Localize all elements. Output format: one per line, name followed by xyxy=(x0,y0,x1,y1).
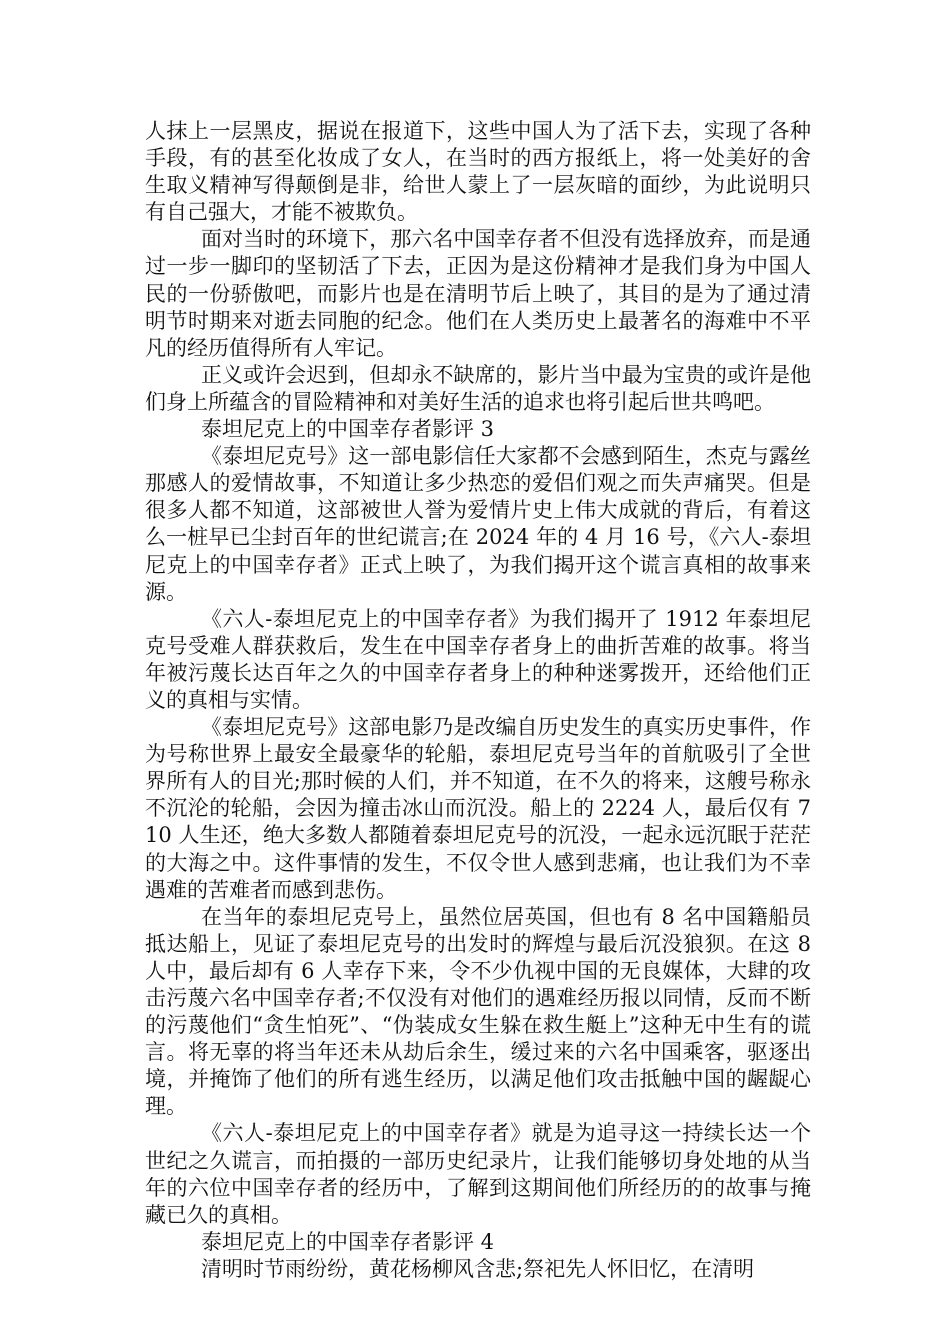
section-heading: 泰坦尼克上的中国幸存者影评 4 xyxy=(201,1229,495,1254)
document-page xyxy=(145,118,811,1283)
paragraph: 正义或许会迟到，但却永不缺席的，影片当中最为宝贵的或许是他们身上所蕴含的冒险精神和对美好生活的追求也将引起后世共鸣吧。 xyxy=(145,362,811,414)
paragraph: 《六人-泰坦尼克上的中国幸存者》就是为追寻这一持续长达一个世纪之久谎言，而拍摄的一部历史纪录片，让我们能够切身处地的从当年的六位中国幸存者的经历中，了解到这期间他们所经历的的故事与掩藏已久的真相。 xyxy=(145,1121,811,1227)
paragraph: 面对当时的环境下，那六名中国幸存者不但没有选择放弃，而是通过一步一脚印的坚韧活了下去，正因为是这份精神才是我们身为中国人民的一份骄傲吧，而影片也是在清明节后上映了，其目的是为了通过清明节时期来对逝去同胞的纪念。他们在人类历史上最著名的海难中不平凡的经历值得所有人牢记。 xyxy=(145,227,811,360)
paragraph: 清明时节雨纷纷，黄花杨柳风含悲;祭祀先人怀旧忆，在清明 xyxy=(201,1256,755,1281)
paragraph: 《泰坦尼克号》这部电影乃是改编自历史发生的真实历史事件，作为号称世界上最安全最豪华的轮船，泰坦尼克号当年的首航吸引了全世界所有人的目光;那时候的人们，并不知道，在不久的将来，这艘号称永不沉沦的轮船，会因为撞击冰山而沉没。船上的 2224 人，最后仅有 710 人生还，绝大多数人都随着泰坦尼克号的沉没，一起永远沉眠于茫茫的大海之中。这件事情的发生，不仅令世人感到悲痛，也让我们为不幸遇难的苦难者而感到悲伤。 xyxy=(145,715,811,902)
paragraph: 在当年的泰坦尼克号上，虽然位居英国，但也有 8 名中国籍船员抵达船上，见证了泰坦尼克号的出发时的辉煌与最后沉没狼狈。在这 8 人中，最后却有 6 人幸存下来，令不少仇视中国的无良媒体，大肆的攻击污蔑六名中国幸存者;不仅没有对他们的遇难经历报以同情，反而不断的污蔑他们“贪生怕死”、“伪装成女生躲在救生艇上”这种无中生有的谎言。将无辜的将当年还未从劫后余生，缓过来的六名中国乘客，驱逐出境，并掩饰了他们的所有逃生经历，以满足他们攻击抵触中国的龌龊心理。 xyxy=(145,904,811,1119)
paragraph: 人抹上一层黑皮，据说在报道下，这些中国人为了活下去，实现了各种手段，有的甚至化妆成了女人，在当时的西方报纸上，将一处美好的舍生取义精神写得颠倒是非，给世人蒙上了一层灰暗的面纱，为此说明只有自己强大，才能不被欺负。 xyxy=(145,119,811,225)
paragraph: 《六人-泰坦尼克上的中国幸存者》为我们揭开了 1912 年泰坦尼克号受难人群获救后，发生在中国幸存者身上的曲折苦难的故事。将当年被污蔑长达百年之久的中国幸存者身上的种种迷雾拨开，还给他们正义的真相与实情。 xyxy=(145,606,811,712)
section-heading: 泰坦尼克上的中国幸存者影评 3 xyxy=(201,417,495,442)
paragraph: 《泰坦尼克号》这一部电影信任大家都不会感到陌生，杰克与露丝那感人的爱情故事，不知道让多少热恋的爱侣们观之而失声痛哭。但是很多人都不知道，这部被世人誉为爱情片史上伟大成就的背后，有着这么一桩早已尘封百年的世纪谎言;在 2024 年的 4 月 16 号，《六人-泰坦尼克上的中国幸存者》正式上映了，为我们揭开这个谎言真相的故事来源。 xyxy=(145,444,811,604)
